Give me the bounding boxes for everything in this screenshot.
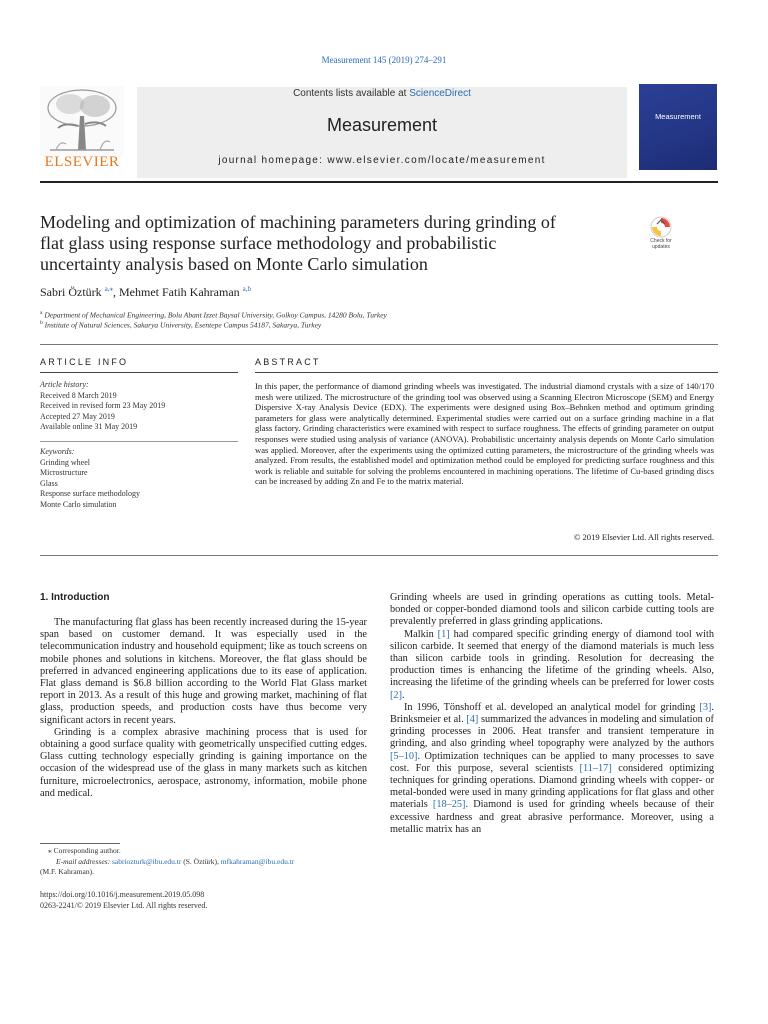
journal-citation[interactable]: Measurement 145 (2019) 274–291 [321, 55, 447, 65]
journal-cover-thumbnail [639, 84, 717, 170]
corresponding-marker[interactable]: ⁎ [109, 285, 114, 293]
keyword: Monte Carlo simulation [40, 499, 117, 509]
email-owner: (S. Öztürk), [181, 857, 221, 866]
contents-line [137, 88, 627, 99]
text-run: . Optimization techniques can be applied to many processes to save cost. For this purpose, several scientists [390, 750, 714, 774]
article-info-heading: ARTICLE INFO [40, 357, 129, 367]
author-affil-marker[interactable]: a, [104, 285, 110, 293]
divider [40, 344, 718, 345]
title-line: flat glass using response surface methodology and probabilistic [40, 233, 497, 253]
publisher-name: ELSEVIER [44, 154, 120, 170]
reference-link[interactable]: [11–17] [579, 762, 612, 774]
abstract-copyright: © 2019 Elsevier Ltd. All rights reserved. [573, 532, 714, 542]
divider [40, 555, 718, 556]
journal-masthead [137, 87, 627, 178]
author-list: Sabri Öztürk $^{a,⁎}$, Mehmet Fatih Kahraman $^{a,b}$ [40, 285, 252, 299]
author-name[interactable]: Mehmet Fatih Kahraman [119, 285, 240, 299]
history-item: Received in revised form 23 May 2019 [40, 401, 166, 410]
author-name[interactable]: Sabri Öztürk [40, 285, 102, 299]
history-item: Accepted 27 May 2019 [40, 411, 115, 421]
left-column [40, 617, 367, 800]
keywords-label: Keywords: [40, 447, 75, 456]
text-run: . [402, 689, 405, 701]
reference-link[interactable]: [5–10] [390, 750, 418, 762]
paragraph: Grinding is a complex abrasive machining process that is used for obtaining a good surface quality with geometrically unspecified cutting edges. Glass cutting technology especially grinding is gaining importance on the occasion of the widespread use of the glass in many markets such as kitchen furniture, microelectronics, aerospace, astronomy, information, mobile phone and medical. [40, 726, 367, 799]
reference-link[interactable]: [2] [390, 689, 403, 701]
paragraph [390, 702, 714, 836]
email-owner-continued: (M.F. Kahraman). [40, 867, 94, 876]
paragraph: Grinding wheels are used in grinding operations as cutting tools. Metal-bonded or copper-bonded diamond tools and silicon carbide cutting tools are prevalently preferred in glass grinding applications. [390, 592, 714, 628]
issn-copyright: 0263-2241/© 2019 Elsevier Ltd. All rights reserved. [40, 901, 208, 910]
author-affil-marker[interactable]: a,b [242, 285, 252, 293]
article-title [40, 212, 630, 275]
section-title: 1. Introduction [40, 592, 110, 603]
text-run: considered optimizing techniques for grinding operations. Diamond grinding wheels with copper- or metal-bonded were used in many grinding applications for flat glass and other materials [390, 762, 714, 811]
reference-link[interactable]: [18–25] [432, 799, 466, 811]
email-link[interactable]: mfkahraman@ibu.edu.tr [220, 857, 295, 866]
affiliation-a [40, 310, 387, 320]
right-column [390, 592, 714, 836]
title-line: Modeling and optimization of machining parameters during grinding of [40, 212, 556, 232]
history-label: Article history: [40, 380, 89, 389]
affiliation-marker: a [40, 310, 43, 316]
check-for-updates-icon[interactable] [641, 215, 681, 259]
history-item: Received 8 March 2019 [40, 390, 117, 400]
reference-link[interactable]: [3] [699, 701, 712, 713]
reference-link[interactable]: [4] [466, 714, 479, 726]
corresponding-note: ⁎ Corresponding author. [48, 846, 121, 855]
email-label: E-mail addresses: [56, 857, 112, 866]
sciencedirect-link[interactable]: ScienceDirect [409, 88, 471, 99]
cover-title: Measurement [655, 112, 701, 121]
reference-link[interactable]: [1] [437, 628, 450, 640]
journal-name: Measurement [326, 115, 438, 135]
contents-prefix: Contents lists available at [293, 88, 410, 99]
affiliation-marker: b [40, 320, 43, 326]
affiliation-text: Institute of Natural Sciences, Sakarya University, Esentepe Campus 54187, Sakarya, Turkey [44, 320, 322, 330]
doi-link[interactable]: https://doi.org/10.1016/j.measurement.2019.05.098 [40, 890, 205, 899]
history-item: Available online 31 May 2019 [40, 422, 138, 431]
affiliation-text: Department of Mechanical Engineering, Bolu Abant Izzet Baysal University, Golkoy Campus, 14280 Bolu, Turkey [44, 310, 387, 320]
email-note [56, 857, 294, 867]
affiliation-b [40, 320, 321, 330]
header-rule [40, 181, 718, 183]
abstract-text: In this paper, the performance of diamond grinding wheels was investigated. The industrial diamond crystals with a size of 140/170 mesh were utilized. The microstructure of the grinding tool was observed using a Scanning Electron Microscope (SEM) and Energy Dispersive X-ray Analysis Device (EDX). The experiments were designed using Box–Behnken method and optimum grinding parameters for glass were analytically determined. Experimental studies were carried out on a surface grinding machine in a flat glass factory. Grinding characteristics were examined with respect to surface roughness. The effects of grinding parameter on output responses were studied using analysis of variance (ANOVA). Probabilistic uncertainty analysis depends on Monte Carlo simulation was applied. Moreover, after the experiments using the optimized cutting parameters, the microstructure of the grinding wheels was analyzed. From results, the established model and optimization method could be employed for predicting surface roughness and this work is reliable and suitable for solving the problems encountered in machining operations. The lifetime of Cu-based grinding discs can be increased by adding Zn and Fe to the matrix material. [255, 381, 714, 487]
footnote-rule [40, 843, 120, 844]
keyword: Microstructure [40, 468, 88, 477]
paragraph [390, 629, 714, 702]
keyword: Glass [40, 478, 58, 488]
abstract-heading: ABSTRACT [255, 357, 321, 367]
keyword-list [40, 447, 140, 510]
text-run: summarized the advances in modeling and simulation of grinding processes in 2006. Heat transfer and transient temperature in grinding, and also grinding wheel topography were analyzed by the authors [390, 714, 714, 750]
keyword: Response surface methodology [40, 489, 140, 498]
text-run: had compared specific grinding energy of diamond tool with silicon carbide. It seemed that energy of the diamond materials is much less than silicon carbide tools in grinding. Resolution for decreasing the production times is enhancing the lifetime of the grinding wheels. Also, increasing the lifetime of the grinding wheels can be preferred for lower costs [390, 628, 714, 689]
article-history [40, 380, 165, 433]
text-run: In 1996, Tönshoff et al. developed an analytical model for grinding [404, 701, 700, 713]
text-run: . Diamond is used for grinding wheels because of their excessive hardness and great abrasive performance. Moreover, using a metallic matrix has an [390, 799, 714, 835]
text-run: Malkin [404, 628, 438, 640]
journal-homepage[interactable]: journal homepage: www.elsevier.com/locate/measurement [218, 155, 546, 166]
abstract-rule [255, 372, 718, 373]
check-updates-label[interactable]: Check for updates [650, 238, 672, 250]
keyword: Grinding wheel [40, 457, 90, 467]
paragraph: The manufacturing flat glass has been recently increased during the 15-year span based on customer demand. It was especially used in the telecommunication industry and household equipment; like as touch screens on mobile phones and solutions in kitchens. Moreover, the flat glass should be preferred in advanced engineering applications due to its ease of application. Flat glass demand is $6.8 billion according to the World Flat Glass market report in 2013. As a result of this huge and growing market, machining of flat glass, production speeds, and production costs have thus become very significant actors in recent years. [40, 617, 367, 726]
text-run: . Brinksmeier et al. [390, 701, 714, 726]
email-link[interactable]: sabriozturk@ibu.edu.tr [111, 857, 182, 866]
info-rule [40, 372, 238, 373]
info-rule [40, 441, 238, 442]
title-line: uncertainty analysis based on Monte Carlo simulation [40, 254, 428, 274]
